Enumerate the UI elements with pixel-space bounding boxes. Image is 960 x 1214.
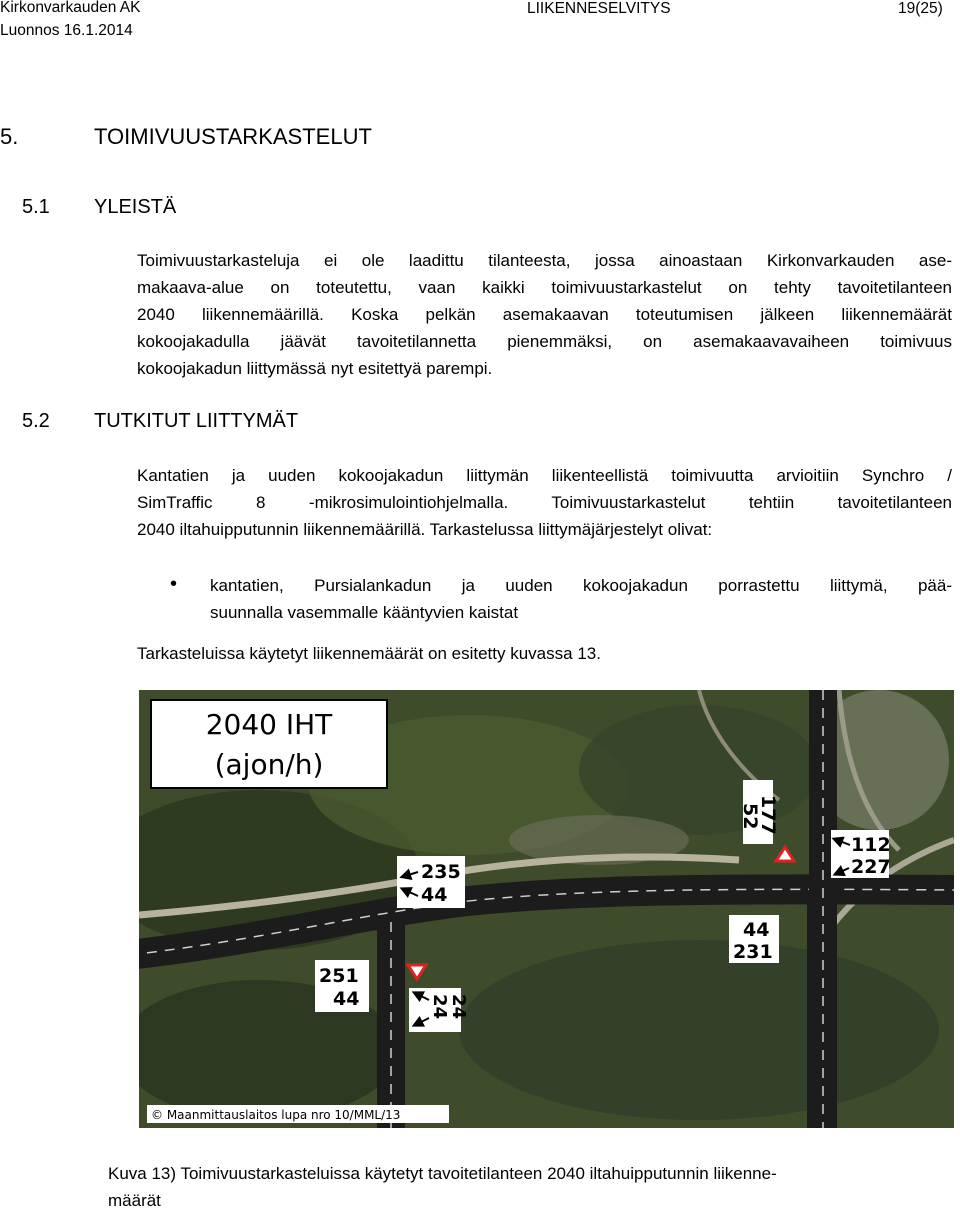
svg-text:235: 235 <box>421 861 461 883</box>
svg-text:24: 24 <box>448 994 469 1020</box>
volume-label-south <box>409 988 469 1032</box>
paragraph-line: makaava-alue on toteutettu, vaan kaikki toimivuustarkastelut on tehty tavoitetilanteen <box>137 278 952 297</box>
svg-text:231: 231 <box>733 941 773 963</box>
caption-line: määrät <box>108 1191 161 1210</box>
svg-text:52: 52 <box>739 803 761 830</box>
header-date: Luonnos 16.1.2014 <box>0 22 133 39</box>
section-5-1-title: YLEISTÄ <box>94 196 177 218</box>
figure-title-line1: 2040 IHT <box>205 708 333 741</box>
intersection-map-figure <box>139 690 954 1128</box>
figure-caption <box>108 1160 953 1214</box>
paragraph-line: kokoojakadulla jäävät tavoitetilannetta pienemmäksi, on asemakaavavaiheen toimivuus <box>137 332 952 351</box>
figure-title-line2: (ajon/h) <box>214 748 324 781</box>
bullet-line: suunnalla vasemmalle kääntyvien kaistat <box>210 603 519 622</box>
south-west-road <box>377 922 405 1128</box>
svg-text:44: 44 <box>333 988 360 1010</box>
paragraph-line: Kantatien ja uuden kokoojakadun liittymän liikenteellistä toimivuutta arvioitiin Synchro / <box>137 466 952 485</box>
section-5-2-title: TUTKITUT LIITTYMÄT <box>94 410 299 432</box>
svg-text:24: 24 <box>429 994 450 1020</box>
section-5-number: 5. <box>0 124 19 149</box>
svg-text:177: 177 <box>757 795 779 835</box>
svg-text:112: 112 <box>851 834 891 856</box>
header-company: Kirkonvarkauden AK <box>0 0 141 16</box>
volume-label-southwest <box>315 960 369 1012</box>
paragraph-line: SimTraffic 8 -mikrosimulointiohjelmalla. Toimivuustarkastelut tehtiin tavoitetilanteen <box>137 493 952 512</box>
volume-label-southeast <box>729 915 779 963</box>
paragraph-line: Toimivuustarkasteluja ei ole laadittu tilanteesta, jossa ainoastaan Kirkonvarkauden ase- <box>137 251 952 270</box>
paragraph-line: 2040 liikennemäärillä. Koska pelkän asemakaavan toteutumisen jälkeen liikennemäärät <box>137 305 952 324</box>
svg-text:227: 227 <box>851 856 891 878</box>
section-5-2-paragraph <box>137 462 952 543</box>
header-report-title: LIIKENNESELVITYS <box>527 0 671 17</box>
section-5-title: TOIMIVUUSTARKASTELUT <box>94 124 372 149</box>
paragraph-line: 2040 iltahuipputunnin liikennemäärillä. Tarkastelussa liittymäjärjestelyt olivat: <box>137 520 713 539</box>
paragraph-line: kokoojakadun liittymässä nyt esitettyä parempi. <box>137 359 493 378</box>
section-5-1-number: 5.1 <box>22 196 50 218</box>
svg-text:44: 44 <box>743 919 770 941</box>
caption-line: Kuva 13) Toimivuustarkasteluissa käytetyt tavoitetilanteen 2040 iltahuipputunnin liikenne- <box>108 1164 777 1183</box>
bullet-item <box>210 572 952 626</box>
bullet-line: kantatien, Pursialankadun ja uuden kokoojakadun porrastettu liittymä, pää- <box>210 576 952 595</box>
forest-patch <box>459 940 939 1120</box>
figure-reference-text: Tarkasteluissa käytetyt liikennemäärät on esitetty kuvassa 13. <box>137 644 601 663</box>
volume-label-west <box>397 856 465 908</box>
volume-label-north <box>739 780 779 844</box>
copyright-text: © Maanmittauslaitos lupa nro 10/MML/13 <box>151 1108 401 1122</box>
section-5-1-paragraph <box>137 247 952 382</box>
bullet-dot: • <box>170 573 178 595</box>
south-east-road <box>807 890 837 1128</box>
header-page-number: 19(25) <box>898 0 943 17</box>
section-5-2-number: 5.2 <box>22 410 50 432</box>
volume-label-east <box>831 830 891 878</box>
svg-text:251: 251 <box>319 965 359 987</box>
svg-text:44: 44 <box>421 884 448 906</box>
